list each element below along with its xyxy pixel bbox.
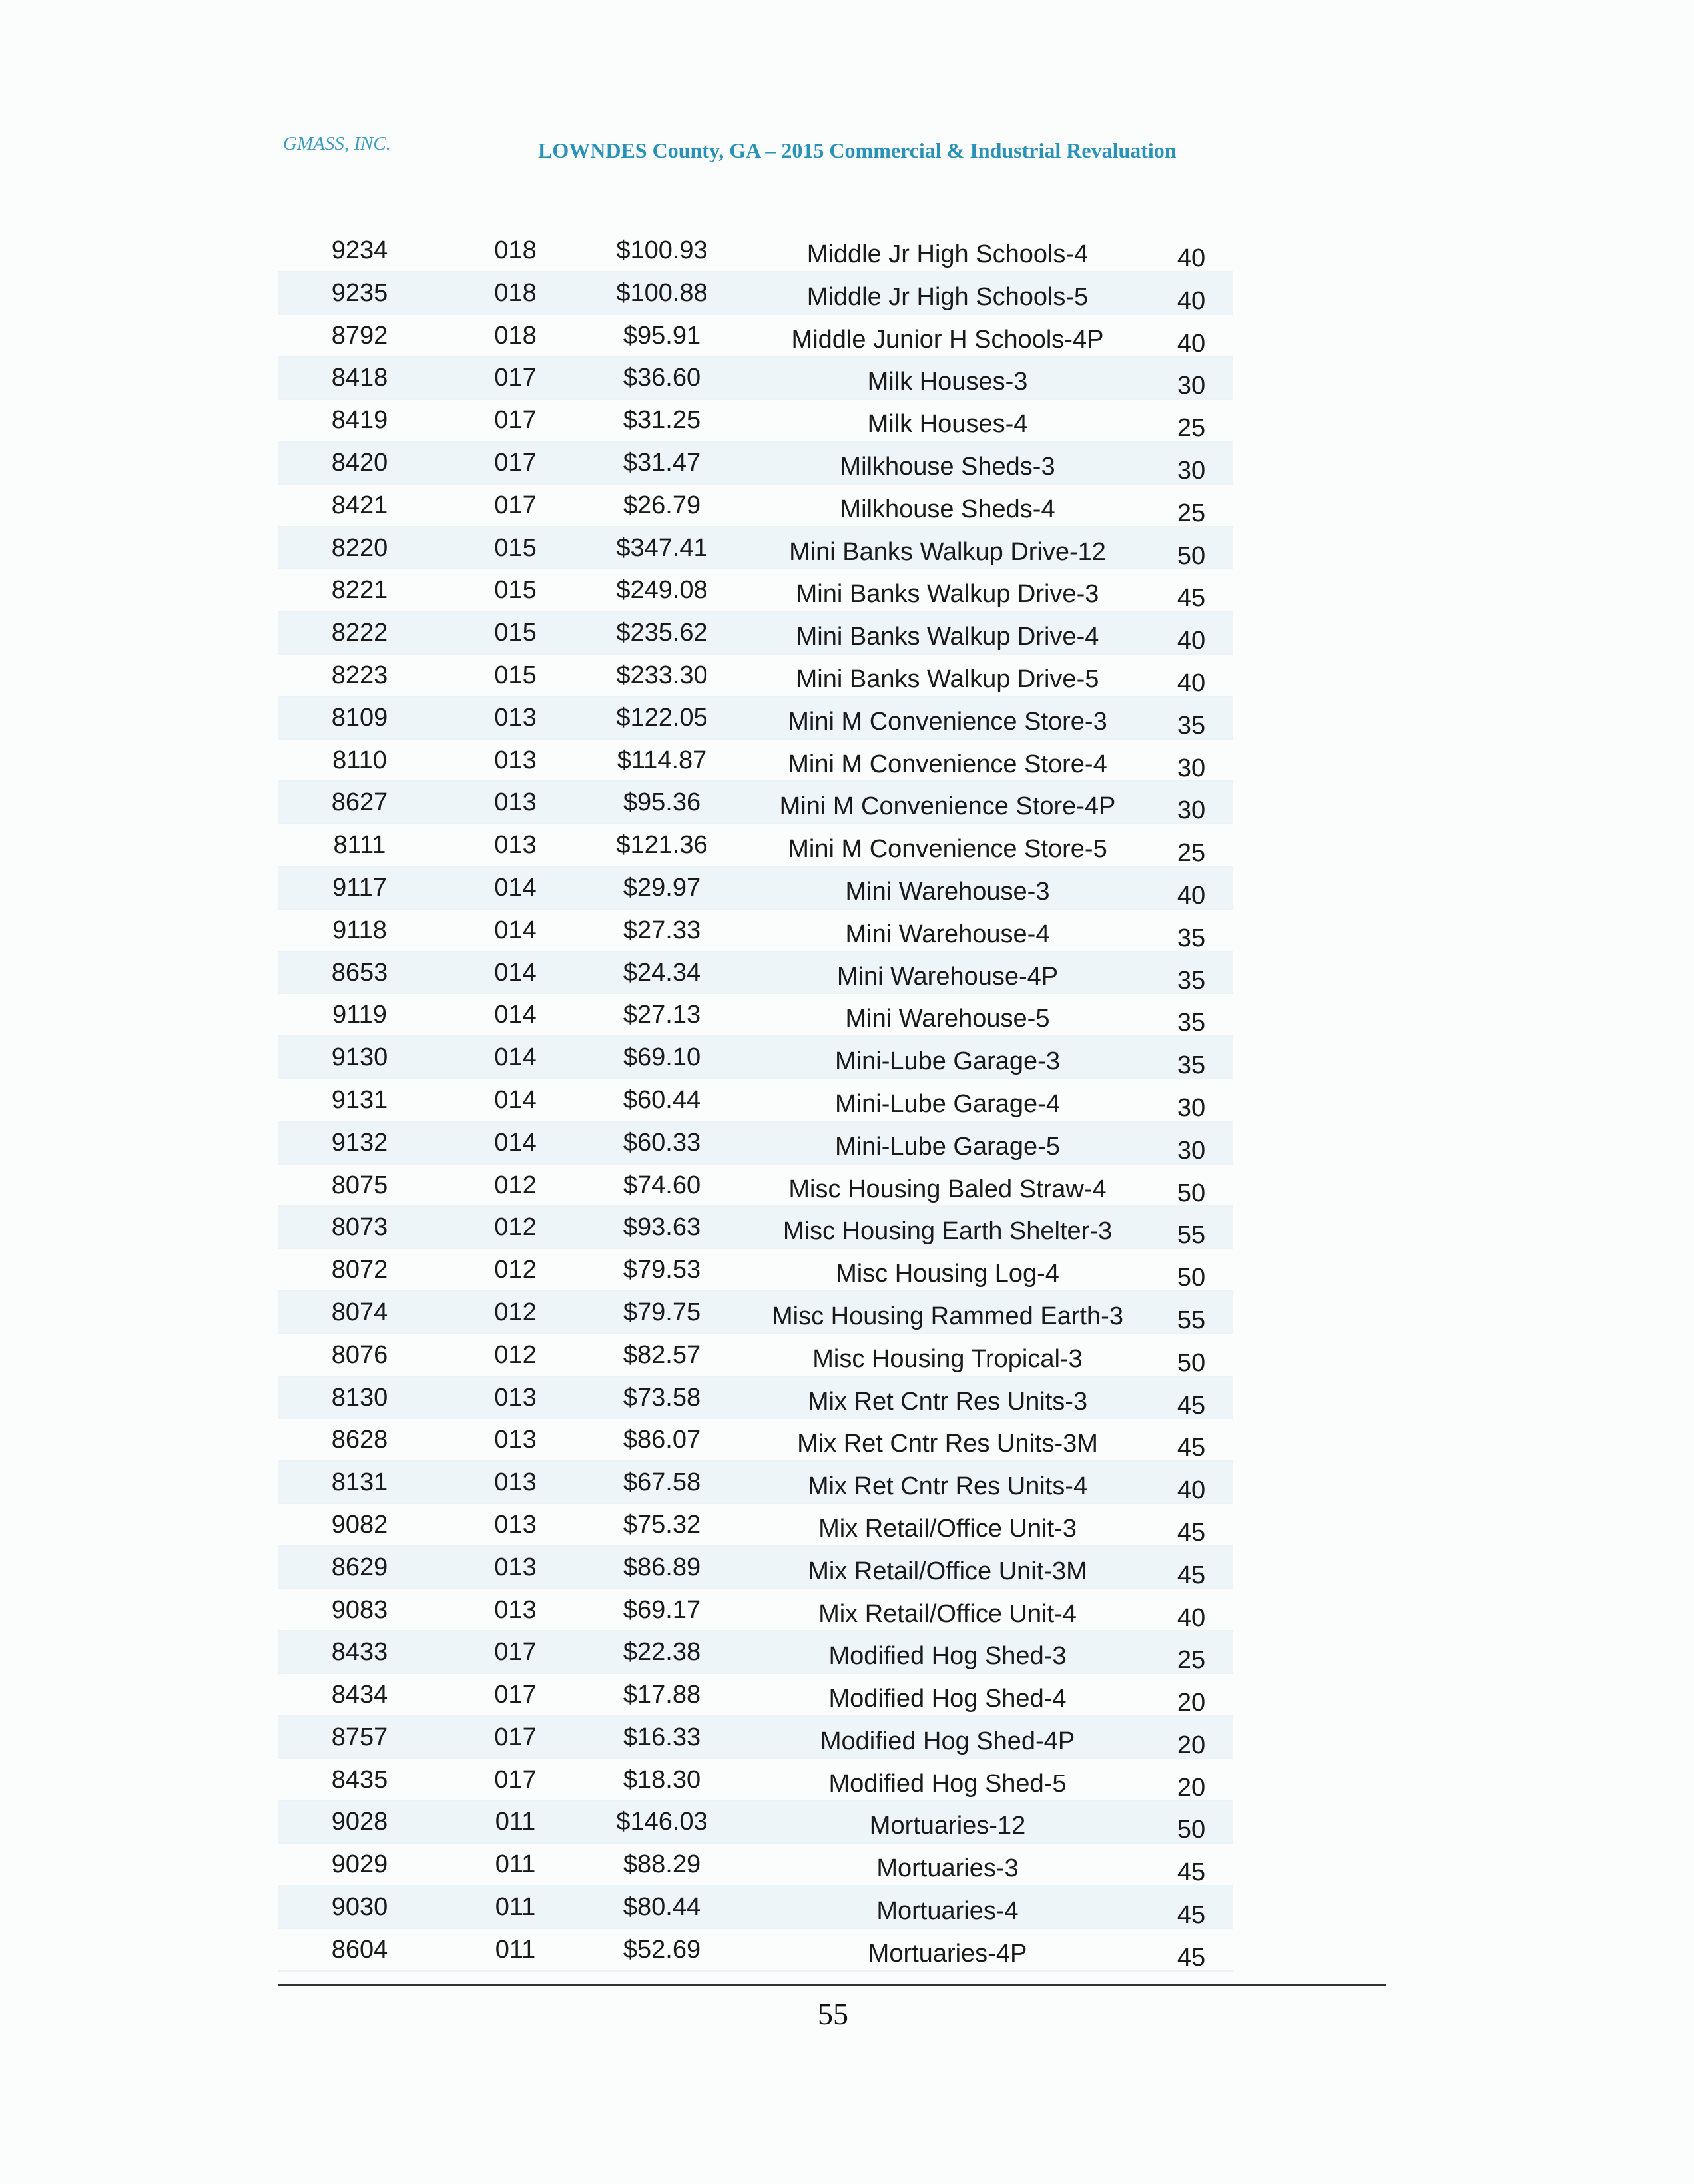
- row-life: 40: [1177, 329, 1206, 358]
- row-cost: $18.30: [623, 1765, 701, 1794]
- row-life: 45: [1177, 1561, 1206, 1589]
- row-code: 014: [494, 1085, 537, 1114]
- row-description: Mortuaries-4P: [868, 1939, 1027, 1968]
- row-life: 30: [1177, 754, 1206, 782]
- row-cost: $31.25: [623, 406, 701, 435]
- row-code: 013: [494, 1426, 537, 1454]
- row-code: 018: [494, 236, 537, 264]
- row-id: 8220: [331, 533, 388, 562]
- row-cost: $122.05: [616, 703, 708, 732]
- table-row: [278, 357, 1233, 400]
- row-id: 8073: [331, 1213, 388, 1242]
- row-description: Mini Warehouse-3: [845, 877, 1050, 906]
- row-life: 40: [1177, 881, 1206, 910]
- row-cost: $86.89: [623, 1553, 701, 1581]
- table-row: [278, 1801, 1233, 1844]
- table-row: [278, 527, 1233, 570]
- row-id: 9119: [332, 1001, 387, 1029]
- row-id: 8629: [331, 1553, 388, 1581]
- row-id: 8111: [333, 831, 386, 860]
- row-life: 45: [1177, 584, 1206, 613]
- table-row: [278, 1249, 1233, 1292]
- row-cost: $22.38: [623, 1638, 701, 1667]
- row-description: Mini-Lube Garage-3: [835, 1047, 1060, 1076]
- row-cost: $79.75: [623, 1298, 701, 1326]
- row-code: 013: [494, 788, 537, 817]
- row-id: 9117: [332, 873, 387, 902]
- row-id: 8418: [331, 364, 388, 392]
- row-description: Mortuaries-3: [876, 1854, 1019, 1883]
- row-id: 8223: [331, 661, 388, 689]
- row-life: 20: [1177, 1731, 1206, 1759]
- table-row: [278, 569, 1233, 612]
- row-life: 50: [1177, 1264, 1206, 1292]
- row-description: Mini M Convenience Store-4P: [779, 792, 1116, 821]
- row-description: Mini Warehouse-5: [845, 1005, 1050, 1033]
- row-description: Misc Housing Tropical-3: [812, 1344, 1083, 1373]
- table-row: [278, 655, 1233, 697]
- row-cost: $69.10: [623, 1043, 701, 1072]
- table-row: [278, 910, 1233, 952]
- row-id: 9235: [331, 278, 388, 307]
- row-life: 25: [1177, 839, 1206, 868]
- row-life: 25: [1177, 499, 1206, 527]
- row-life: 55: [1177, 1306, 1206, 1334]
- table-row: [278, 442, 1233, 485]
- table-row: [278, 1886, 1233, 1929]
- row-code: 017: [494, 491, 537, 519]
- row-cost: $26.79: [623, 491, 701, 519]
- row-life: 20: [1177, 1689, 1206, 1717]
- row-cost: $121.36: [616, 831, 708, 860]
- row-id: 8792: [331, 321, 388, 350]
- row-cost: $17.88: [623, 1681, 701, 1709]
- row-cost: $69.17: [623, 1595, 701, 1624]
- row-life: 35: [1177, 711, 1206, 740]
- row-code: 013: [494, 1595, 537, 1624]
- row-cost: $27.33: [623, 916, 701, 944]
- table-row: [278, 1037, 1233, 1079]
- row-description: Mini-Lube Garage-5: [835, 1132, 1060, 1161]
- table-row: [278, 1547, 1233, 1589]
- table-row: [278, 315, 1233, 358]
- row-code: 015: [494, 661, 537, 689]
- row-description: Misc Housing Log-4: [836, 1260, 1059, 1288]
- row-id: 8604: [331, 1935, 388, 1964]
- row-life: 45: [1177, 1901, 1206, 1930]
- table-row: [278, 952, 1233, 995]
- row-id: 8627: [331, 788, 388, 817]
- row-id: 8433: [331, 1638, 388, 1667]
- row-code: 013: [494, 831, 537, 860]
- row-cost: $80.44: [623, 1893, 701, 1922]
- row-description: Middle Jr High Schools-4: [806, 240, 1089, 268]
- row-id: 9029: [331, 1850, 388, 1879]
- table-row: [278, 1165, 1233, 1207]
- row-code: 011: [495, 1893, 536, 1922]
- row-id: 8109: [331, 703, 388, 732]
- row-cost: $95.36: [623, 788, 701, 817]
- table-row: [278, 1122, 1233, 1165]
- row-id: 9118: [332, 916, 387, 944]
- row-id: 8653: [331, 958, 388, 987]
- row-life: 45: [1177, 1518, 1206, 1547]
- row-id: 8075: [331, 1171, 388, 1199]
- row-id: 8420: [331, 448, 388, 477]
- row-id: 8110: [332, 746, 387, 774]
- row-id: 8074: [331, 1298, 388, 1326]
- row-description: Modified Hog Shed-4P: [820, 1727, 1075, 1755]
- row-id: 9131: [331, 1085, 388, 1114]
- row-code: 017: [494, 364, 537, 392]
- row-code: 017: [494, 406, 537, 435]
- row-cost: $347.41: [616, 533, 708, 562]
- row-code: 017: [494, 1681, 537, 1709]
- row-life: 40: [1177, 1603, 1206, 1632]
- row-life: 45: [1177, 1858, 1206, 1887]
- row-description: Mini-Lube Garage-4: [835, 1089, 1060, 1118]
- row-id: 8419: [331, 406, 388, 435]
- row-code: 017: [494, 1723, 537, 1751]
- row-code: 015: [494, 619, 537, 647]
- row-id: 8435: [331, 1765, 388, 1794]
- row-id: 8221: [331, 576, 388, 605]
- row-id: 8421: [331, 491, 388, 519]
- row-life: 40: [1177, 627, 1206, 655]
- row-life: 30: [1177, 796, 1206, 825]
- row-code: 011: [495, 1808, 536, 1836]
- row-cost: $86.07: [623, 1426, 701, 1454]
- row-cost: $95.91: [623, 321, 701, 350]
- row-description: Milkhouse Sheds-3: [840, 452, 1055, 481]
- row-life: 30: [1177, 1136, 1206, 1165]
- row-id: 9030: [331, 1893, 388, 1922]
- row-cost: $235.62: [616, 619, 708, 647]
- row-life: 30: [1177, 1093, 1206, 1122]
- row-life: 50: [1177, 541, 1206, 570]
- row-life: 30: [1177, 372, 1206, 400]
- row-code: 011: [495, 1935, 536, 1964]
- row-code: 013: [494, 746, 537, 774]
- row-life: 40: [1177, 286, 1206, 315]
- row-description: Modified Hog Shed-4: [828, 1685, 1067, 1713]
- row-life: 30: [1177, 456, 1206, 485]
- row-id: 8076: [331, 1340, 388, 1369]
- row-id: 8434: [331, 1681, 388, 1709]
- row-description: Mini Banks Walkup Drive-3: [796, 580, 1099, 609]
- row-id: 8131: [331, 1468, 388, 1497]
- row-life: 40: [1177, 1476, 1206, 1505]
- row-id: 8628: [331, 1426, 388, 1454]
- row-code: 014: [494, 958, 537, 987]
- row-code: 013: [494, 1510, 537, 1539]
- row-cost: $100.93: [616, 236, 708, 264]
- row-cost: $100.88: [616, 278, 708, 307]
- row-life: 50: [1177, 1816, 1206, 1844]
- table-row: [278, 1631, 1233, 1674]
- row-cost: $60.44: [623, 1085, 701, 1114]
- table-row: [278, 1377, 1233, 1420]
- row-code: 014: [494, 1043, 537, 1072]
- row-life: 25: [1177, 1646, 1206, 1675]
- row-cost: $88.29: [623, 1850, 701, 1879]
- row-description: Misc Housing Baled Straw-4: [788, 1175, 1107, 1203]
- row-cost: $60.33: [623, 1128, 701, 1157]
- row-code: 014: [494, 1001, 537, 1029]
- row-code: 018: [494, 321, 537, 350]
- row-cost: $27.13: [623, 1001, 701, 1029]
- row-cost: $73.58: [623, 1383, 701, 1412]
- row-cost: $114.87: [617, 746, 707, 774]
- row-cost: $52.69: [623, 1935, 701, 1964]
- row-code: 013: [494, 1383, 537, 1412]
- row-cost: $79.53: [623, 1256, 701, 1284]
- document-title: LOWNDES County, GA – 2015 Commercial & Industrial Revaluation: [538, 138, 1177, 162]
- row-description: Mini Banks Walkup Drive-5: [796, 665, 1099, 693]
- table-row: [278, 994, 1233, 1037]
- row-life: 45: [1177, 1391, 1206, 1420]
- table-row: [278, 612, 1233, 655]
- row-life: 45: [1177, 1943, 1206, 1972]
- row-description: Mini M Convenience Store-4: [788, 750, 1107, 778]
- row-description: Middle Junior H Schools-4P: [791, 325, 1104, 354]
- row-id: 9028: [331, 1808, 388, 1836]
- row-id: 9132: [331, 1128, 388, 1157]
- row-code: 011: [495, 1850, 536, 1879]
- row-description: Mini M Convenience Store-5: [788, 835, 1107, 864]
- row-description: Mini Warehouse-4P: [836, 962, 1059, 991]
- table-row: [278, 1462, 1233, 1504]
- row-life: 35: [1177, 924, 1206, 952]
- row-cost: $29.97: [623, 873, 701, 902]
- row-id: 8757: [331, 1723, 388, 1751]
- row-id: 9082: [331, 1510, 388, 1539]
- row-description: Milk Houses-3: [867, 368, 1028, 396]
- row-cost: $146.03: [616, 1808, 708, 1836]
- table-row: [278, 272, 1233, 315]
- row-code: 018: [494, 278, 537, 307]
- table-row: [278, 782, 1233, 824]
- row-life: 35: [1177, 1009, 1206, 1037]
- row-life: 40: [1177, 244, 1206, 272]
- row-id: 9130: [331, 1043, 388, 1072]
- row-life: 55: [1177, 1221, 1206, 1250]
- row-life: 40: [1177, 669, 1206, 697]
- row-description: Milkhouse Sheds-4: [840, 495, 1055, 523]
- row-description: Milk Houses-4: [867, 410, 1028, 439]
- table-row: [278, 1419, 1233, 1462]
- row-id: 9083: [331, 1595, 388, 1624]
- table-row: [278, 230, 1233, 272]
- row-description: Mini Warehouse-4: [845, 920, 1050, 948]
- row-cost: $233.30: [616, 661, 708, 689]
- row-description: Misc Housing Earth Shelter-3: [782, 1217, 1113, 1246]
- row-id: 9234: [331, 236, 388, 264]
- row-code: 012: [494, 1171, 537, 1199]
- row-code: 013: [494, 1553, 537, 1581]
- table-row: [278, 1589, 1233, 1632]
- row-code: 012: [494, 1298, 537, 1326]
- row-id: 8072: [331, 1256, 388, 1284]
- row-life: 20: [1177, 1773, 1206, 1802]
- row-life: 50: [1177, 1348, 1206, 1377]
- row-cost: $93.63: [623, 1213, 701, 1242]
- row-cost: $67.58: [623, 1468, 701, 1497]
- row-description: Mix Ret Cntr Res Units-3M: [797, 1430, 1098, 1458]
- table-row: [278, 485, 1233, 527]
- table-row: [278, 824, 1233, 867]
- table-row: [278, 1674, 1233, 1717]
- table-row: [278, 740, 1233, 782]
- table-row: [278, 1079, 1233, 1122]
- row-code: 012: [494, 1340, 537, 1369]
- row-code: 014: [494, 873, 537, 902]
- row-code: 013: [494, 1468, 537, 1497]
- row-code: 014: [494, 1128, 537, 1157]
- row-cost: $31.47: [623, 448, 701, 477]
- row-cost: $24.34: [623, 958, 701, 987]
- row-cost: $16.33: [623, 1723, 701, 1751]
- row-description: Misc Housing Rammed Earth-3: [772, 1302, 1123, 1330]
- row-code: 012: [494, 1256, 537, 1284]
- page-number: 55: [818, 1997, 848, 2031]
- table-row: [278, 400, 1233, 442]
- row-code: 015: [494, 533, 537, 562]
- table-row: [278, 1334, 1233, 1377]
- row-cost: $82.57: [623, 1340, 701, 1369]
- table-row: [278, 1292, 1233, 1334]
- row-cost: $74.60: [623, 1171, 701, 1199]
- table-row: [278, 1929, 1233, 1972]
- row-description: Mix Retail/Office Unit-3M: [808, 1557, 1087, 1585]
- row-cost: $36.60: [623, 364, 701, 392]
- row-code: 017: [494, 448, 537, 477]
- footer-divider: [278, 1984, 1386, 1986]
- row-code: 012: [494, 1213, 537, 1242]
- row-life: 35: [1177, 1051, 1206, 1080]
- table-row: [278, 1207, 1233, 1249]
- row-life: 45: [1177, 1434, 1206, 1462]
- row-code: 013: [494, 703, 537, 732]
- row-description: Middle Jr High Schools-5: [806, 282, 1089, 311]
- table-row: [278, 1759, 1233, 1802]
- table-row: [278, 1717, 1233, 1759]
- row-life: 35: [1177, 966, 1206, 995]
- row-description: Mix Ret Cntr Res Units-4: [807, 1472, 1088, 1501]
- company-name: GMASS, INC.: [283, 133, 391, 154]
- row-id: 8222: [331, 619, 388, 647]
- row-description: Mix Ret Cntr Res Units-3: [807, 1387, 1088, 1416]
- row-cost: $249.08: [616, 576, 708, 605]
- table-row: [278, 1504, 1233, 1547]
- row-code: 017: [494, 1638, 537, 1667]
- row-life: 25: [1177, 414, 1206, 443]
- row-description: Mortuaries-12: [869, 1812, 1026, 1840]
- row-description: Mix Retail/Office Unit-3: [818, 1514, 1077, 1543]
- row-description: Modified Hog Shed-5: [828, 1769, 1067, 1798]
- row-life: 50: [1177, 1179, 1206, 1207]
- row-code: 017: [494, 1765, 537, 1794]
- row-description: Mini Banks Walkup Drive-4: [796, 623, 1099, 651]
- cost-table: [278, 230, 1233, 1972]
- row-description: Mini M Convenience Store-3: [788, 707, 1107, 736]
- row-code: 015: [494, 576, 537, 605]
- table-row: [278, 697, 1233, 740]
- row-cost: $75.32: [623, 1510, 701, 1539]
- row-description: Modified Hog Shed-3: [828, 1642, 1067, 1671]
- row-code: 014: [494, 916, 537, 944]
- row-description: Mini Banks Walkup Drive-12: [789, 537, 1106, 566]
- row-description: Mix Retail/Office Unit-4: [818, 1599, 1077, 1628]
- row-id: 8130: [331, 1383, 388, 1412]
- row-description: Mortuaries-4: [876, 1897, 1019, 1926]
- table-row: [278, 1844, 1233, 1886]
- table-row: [278, 867, 1233, 910]
